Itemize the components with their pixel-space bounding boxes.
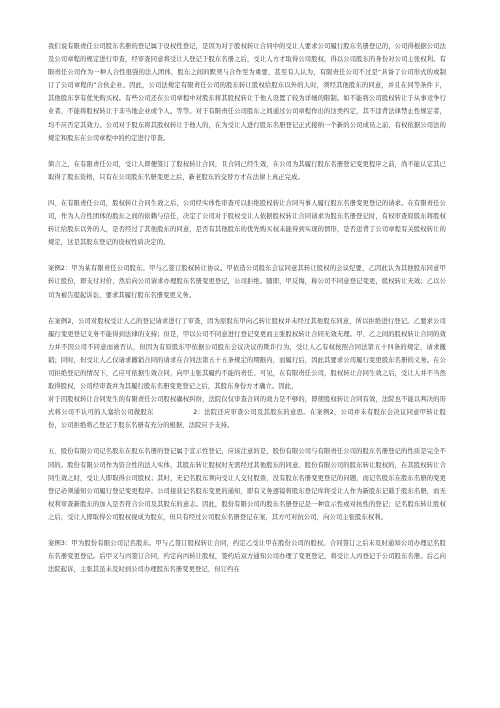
paragraph-1: 我们说有限责任公司股东名册的登记属于设权性登记，是因为对于股权转让合同中的受让人要求公司履行股东名册登记的，公司得根据公司法及公司章程的规定进行审查，经审查同意将受让人登记于股东名册之后，受让人方才取得公司股权，得以公司股东的身份对公司主张权利。有限责任公司作为一种人合性很强的法人团体，股东之间的默契与合作至为重要，甚至有人认为，有限责任公司不过是“具备了公司形式的或制订了公司章程的”合伙企业。因此，公司法规定有限责任公司的股东转让股权给股东以外的人时，须经其他股东的同意，并且在同等条件下，其他股东享有优先购买权。有些公司还在公司章程中对股东将其股权转让于他人设置了较为详细的限制。如不能将公司股权转让于从事竞争行业者，不能将股权转让于非当地企业或个人。等等。对于有限责任公司股东之间通过公司章程作出的这类约定，其不违背法律禁止性规定者，均不应否定其效力。公司对于股东将其股权转让于他人的，在为受让人进行股东名册登记正式接纳一个新的公司成员之前，有权依据公司法的规定和股东在公司章程中的约定进行审查。 [48, 43, 446, 142]
paragraph-7: 五、股份有限公司记名股东在股东名册的登记属于宣示性登记，应该注意的是，股份有限公司与有限责任公司的股东名册登记的性质是完全不同的。股份有限公司作为资合性的法人实体，其股东转让股权时无需经过其他股东的同意。股份有限公司的股东转让股权的，在其股权转让合同生效之时，受让人即取得公司股权；其时，无记名股东须向受让人交付股票，没有股东名册变更登记的问题，而记名股东在股东名册的变更登记必须通知公司履行登记变更程序。公司接获记名股东变更的通知，即有义务逐镜将股东登记库将受让人作为新股东记载于股东名册，而无权利审查新股东的加入是否符合公司及其股东的意志。因此，股份有限公司的股东名册登记是一种宣示性或对抗性的登记；记名股东转让股权之后，受让人即取得公司股权视成为股东，但只有经过公司股东名册登记在案，其方可对抗公司，向公司主张股东权利。 [48, 448, 446, 521]
paragraph-8-case-3: 案例3：甲为股份有限公司记名股东。甲与乙签订股权转让合同，约定乙受让甲在股份公司的股权。合同签订之后未及时通知公司办理记名股东名册变更登记。后甲又与丙签订合同，约定向丙转让股权，签约后双方通知公司办理了变更登记，将受让人丙登记于公司股东名册。后乙向法院起诉，主张其虽未及时到公司办理股东名册变更登记，但订约在 [48, 540, 446, 574]
paragraph-gap [48, 184, 446, 197]
paragraph-gap [48, 432, 446, 445]
paragraph-gap [48, 145, 446, 158]
paragraph-gap [48, 249, 446, 262]
paragraph-3: 四、在有限责任公司，股权转让合同生效之后，公司经实体性审查可以拒绝股权转让合同当事人履行股东名册变更登记的请求。在有限责任公司，作为人合性团体的股东之间的依赖与信任，决定了公司对于股权受让人依据股权转让合同请求为股东名册登记时，有权审查原股东将股权转让给股东以外的人，是否经过了其他股东的同意，是否有其他股东的优先购买权未能得到实现的情形，是否违背了公司章程有关股权转让的规定，这是其股东登记的设权性质决定的。 [48, 199, 446, 247]
paragraph-gap [48, 524, 446, 537]
paragraph-6: 对于因股权转让合同发生的有限责任公司股权确权纠纷，法院仅仅审查合同的效力是不够的，即使股权转让合同有效，法院也不能以判决的形式将公司不认可的人塞给公司做股东 2：法院还应审查公司及其股东的意思。在案例2，公司并未有股东会决议同意甲转让股份，公司拒绝将乙登记于股东名册有充分的根据，法院应予支持。 [48, 396, 446, 430]
paragraph-4-case-2: 案例2：甲为某有限责任公司股东。甲与乙签订股权转让协议。甲依造公司股东会议同意其转让股权的会议纪要，乙因此认为其他股东同意甲转让股份，即支付对价，然后向公司请求办理股东名册变更登记，公司拒绝。随即，甲反悔，称公司不同意登记变更，股权转让无效；乙以公司为被告提起诉讼，要求其履行股东名册变更义务。 [48, 265, 446, 299]
paragraph-2: 简言之，在有限责任公司，受让人即便签订了股权转让合同，且合同已经生效，在公司为其履行股东名册登记变更程序之前，尚不能认定其已取得了股东资格，只有在公司股东名册变更之后，新老股东的交替方才在法律上真正完成。 [48, 160, 446, 181]
paragraph-gap [48, 302, 446, 315]
paragraph-5: 在案例2，公司对股权受让人乙的登记请求进行了审查，因为原股东甲向乙转让股权并未经过其他股东同意，所以拒绝进行登记。乙要求公司履行变更登记义务不能得到法律的支持；但是，甲以公司不同意进行登记变更而主张股权转让合同无效无理。甲、乙之间的股权转让合同的效力并不因公司不同意而被否认，但因为有原股东甲依据公司股东会议决议的欺诈行为，受让人乙有权按照合同法第五十四条的规定，请求撤销；同时，但受让人乙仅请求撤销合同的请求在合同法第五十五条规定的期限内，而履行后，因此其要求公司履行变更股东名册的义务。在公司拒绝登记的情况下，乙应可依据生效合同，向甲主张其履约不能的责任。可见，在有限责任公司，股权转让合同生效之后，受让人并不当然取得股权，公司经审查并为其履行股东名册变更登记之后，其股东身份方才确立。因此， [48, 317, 446, 391]
